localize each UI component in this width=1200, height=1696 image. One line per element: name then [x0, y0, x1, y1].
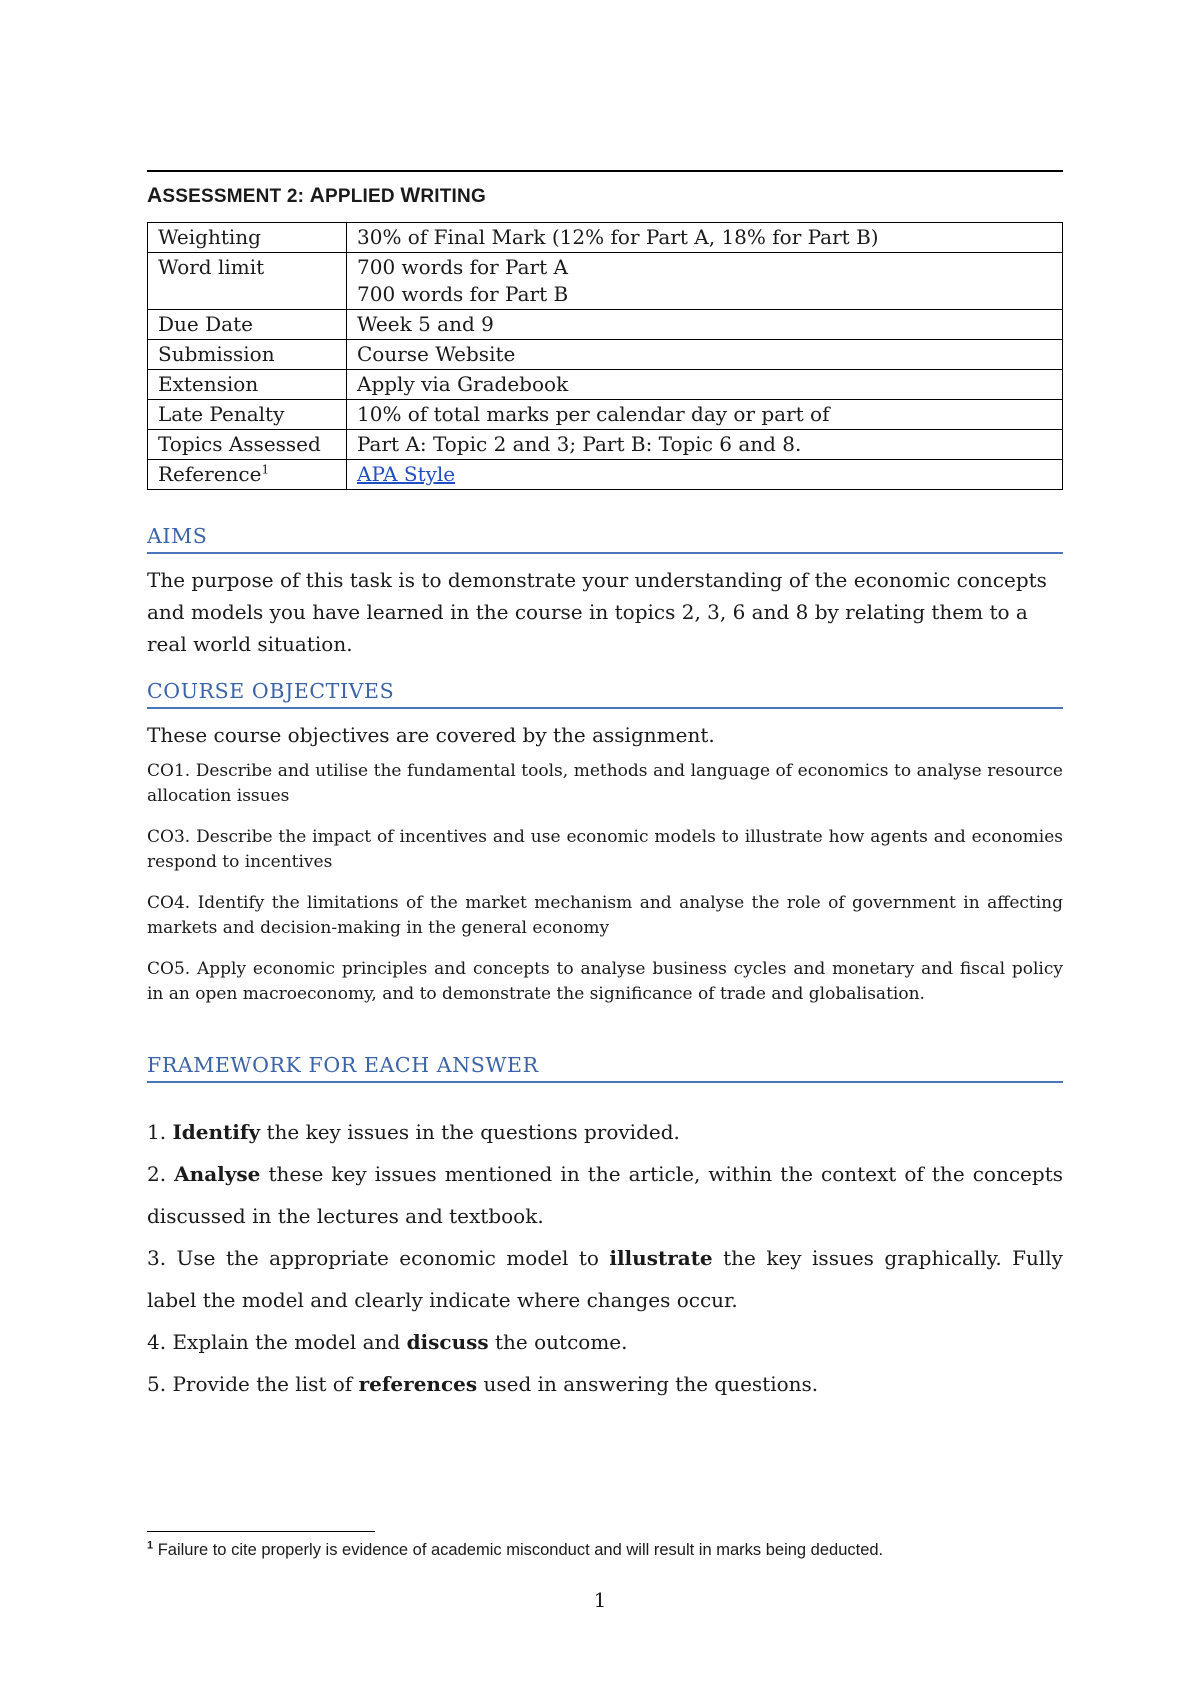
table-row: [148, 310, 1063, 340]
item-keyword: Identify: [172, 1120, 261, 1144]
footnote: [147, 1541, 883, 1560]
submission-value: Course Website: [347, 340, 1063, 370]
table-row: [148, 370, 1063, 400]
course-objectives-intro: These course objectives are covered by the assignment.: [147, 723, 715, 747]
title-part-1: SSESSMENT 2:: [162, 186, 310, 207]
footnote-text: Failure to cite properly is evidence of academic misconduct and will result in marks being deducted.: [153, 1541, 884, 1559]
title-initial-c: W: [400, 184, 421, 207]
aims-text: The purpose of this task is to demonstrate your understanding of the economic concepts and models you have learned in the course in topics 2, 3, 6 and 8 by relating them to a real world situation.: [147, 568, 1047, 656]
item-text: these key issues mentioned in the article, within the context of the concepts discussed in the lectures and textbook.: [147, 1162, 1063, 1228]
topics-assessed-value: Part A: Topic 2 and 3; Part B: Topic 6 and 8.: [347, 430, 1063, 460]
assessment-info-table: [147, 222, 1063, 490]
framework-heading: FRAMEWORK FOR EACH ANSWER: [147, 1053, 1063, 1083]
word-limit-part-b: 700 words for Part B: [357, 282, 569, 306]
footnote-number: 1: [147, 1539, 154, 1552]
reference-label-cell: [148, 460, 347, 490]
aims-heading: AIMS: [147, 524, 1063, 554]
table-row: [148, 460, 1063, 490]
table-row: [148, 340, 1063, 370]
item-keyword: illustrate: [609, 1246, 713, 1270]
word-limit-part-a: 700 words for Part A: [357, 255, 568, 279]
footnote-marker: 1: [261, 462, 270, 477]
document-page: [147, 170, 1063, 1405]
extension-label: Extension: [148, 370, 347, 400]
weighting-label: Weighting: [148, 223, 347, 253]
item-keyword: discuss: [406, 1330, 489, 1354]
page-number: 1: [593, 1588, 607, 1612]
title-initial-a: A: [147, 184, 163, 207]
item-keyword: Analyse: [174, 1162, 261, 1186]
extension-value: Apply via Gradebook: [347, 370, 1063, 400]
objective-co1: CO1. Describe and utilise the fundamental tools, methods and language of economics to analyse resource allocation issues: [147, 761, 1063, 806]
late-penalty-value: 10% of total marks per calendar day or part of: [347, 400, 1063, 430]
item-text: 4. Explain the model and: [147, 1330, 407, 1354]
table-row: [148, 400, 1063, 430]
item-text: the outcome.: [488, 1330, 628, 1354]
table-row: [148, 223, 1063, 253]
item-text: used in answering the questions.: [477, 1372, 819, 1396]
table-row: [148, 253, 1063, 310]
title-part-2: PPLIED: [325, 186, 401, 207]
title-initial-b: A: [309, 184, 325, 207]
footnote-separator: [147, 1531, 375, 1532]
item-text: 2.: [147, 1162, 175, 1186]
item-keyword: references: [358, 1372, 478, 1396]
objective-co5: CO5. Apply economic principles and concepts to analyse business cycles and monetary and fiscal policy in an open macroeconomy, and to demonstrate the significance of trade and globalisation.: [147, 959, 1063, 1004]
item-text: the key issues graphically. Fully label the model and clearly indicate where changes occur.: [147, 1246, 1063, 1312]
item-text: 3. Use the appropriate economic model to: [147, 1246, 610, 1270]
assessment-title: [147, 184, 1063, 210]
title-top-rule: [147, 170, 1063, 172]
word-limit-label: Word limit: [148, 253, 347, 310]
weighting-value: 30% of Final Mark (12% for Part A, 18% for Part B): [347, 223, 1063, 253]
item-text: the key issues in the questions provided.: [260, 1120, 680, 1144]
title-part-3: RITING: [420, 186, 486, 207]
apa-style-link[interactable]: APA Style: [357, 462, 456, 486]
reference-label: Reference: [158, 462, 262, 486]
item-text: 5. Provide the list of: [147, 1372, 359, 1396]
objective-co3: CO3. Describe the impact of incentives and use economic models to illustrate how agents and economies respond to incentives: [147, 827, 1063, 872]
list-item: [147, 1153, 1063, 1237]
due-date-label: Due Date: [148, 310, 347, 340]
late-penalty-label: Late Penalty: [148, 400, 347, 430]
due-date-value: Week 5 and 9: [347, 310, 1063, 340]
table-row: [148, 430, 1063, 460]
submission-label: Submission: [148, 340, 347, 370]
reference-value-cell: [347, 460, 1063, 490]
framework-list: [147, 1111, 1063, 1405]
list-item: [147, 1111, 1063, 1153]
topics-assessed-label: Topics Assessed: [148, 430, 347, 460]
word-limit-value: [347, 253, 1063, 310]
list-item: [147, 1237, 1063, 1321]
list-item: [147, 1321, 1063, 1363]
item-text: 1.: [147, 1120, 173, 1144]
list-item: [147, 1363, 1063, 1405]
course-objectives-heading: COURSE OBJECTIVES: [147, 679, 1063, 709]
objective-co4: CO4. Identify the limitations of the market mechanism and analyse the role of government in affecting markets and decision-making in the general economy: [147, 893, 1063, 938]
